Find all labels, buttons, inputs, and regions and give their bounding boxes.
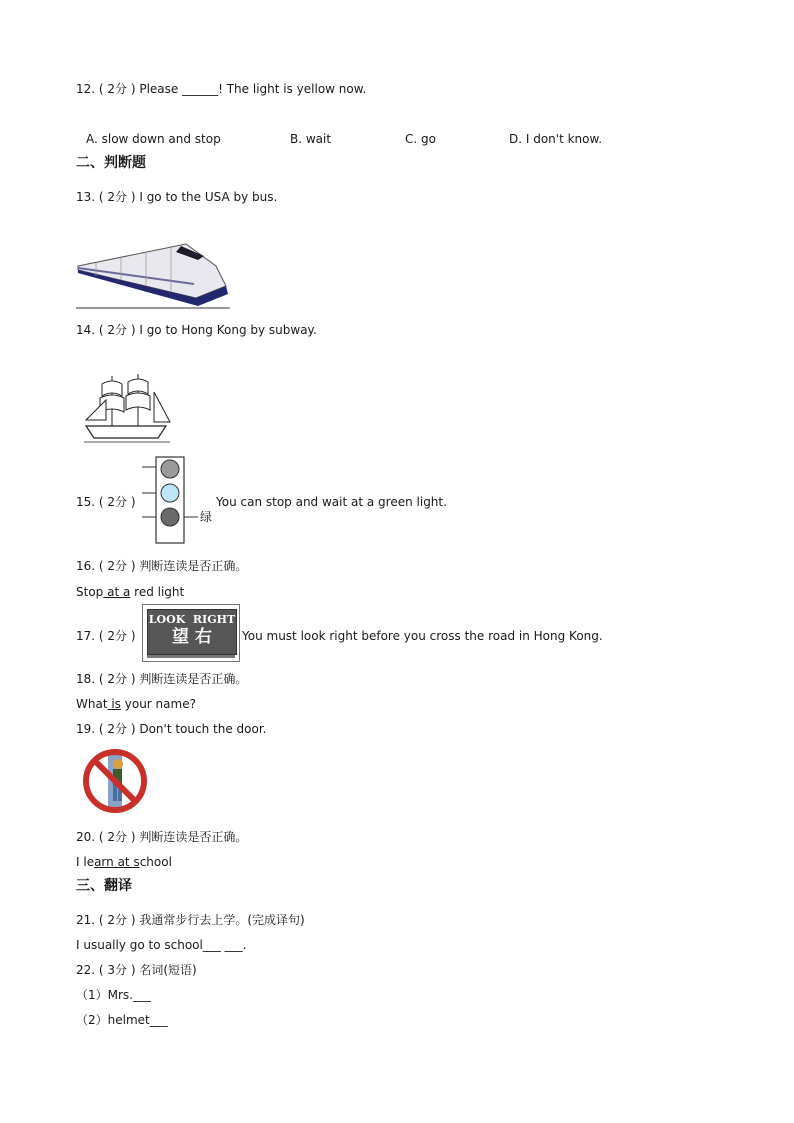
q12-text: 12. ( 2分 ) Please ______! The light is yellow now.	[76, 82, 367, 96]
look-right-sign-image	[142, 604, 240, 662]
q17-statement: You must look right before you cross the road in Hong Kong.	[242, 629, 603, 643]
q21-text: 21. ( 2分 ) 我通常步行去上学。(完成译句)	[76, 913, 305, 927]
q18-text: 18. ( 2分 ) 判断连读是否正确。	[76, 672, 248, 686]
q12-option-c: C. go	[405, 132, 436, 146]
section-title-translation: 三、翻译	[76, 878, 132, 894]
q15-prefix: 15. ( 2分 )	[76, 495, 136, 509]
sailing-ship-image	[80, 370, 174, 444]
q20-text: 20. ( 2分 ) 判断连读是否正确。	[76, 830, 248, 844]
traffic-light-label: 绿	[200, 510, 213, 524]
q20-phrase-end: chool	[139, 855, 172, 869]
q18-phrase-start: What	[76, 697, 108, 711]
q14-text: 14. ( 2分 ) I go to Hong Kong by subway.	[76, 323, 317, 337]
q16-phrase-end: red light	[130, 585, 185, 599]
q12-option-b: B. wait	[290, 132, 332, 146]
q20-phrase	[76, 854, 172, 870]
q20-phrase-start: I le	[76, 855, 95, 869]
q22-item-1: （1）Mrs.___	[76, 988, 151, 1002]
look-right-sign-en: LOOK RIGHT	[148, 613, 236, 626]
q15-statement: You can stop and wait at a green light.	[216, 495, 447, 509]
q12-option-a: A. slow down and stop	[86, 132, 221, 146]
q22-item-2: （2）helmet___	[76, 1013, 168, 1027]
no-touching-door-sign-image	[80, 746, 150, 816]
q21-answer-line: I usually go to school___ ___.	[76, 938, 247, 952]
q20-phrase-linked: arn at s	[94, 855, 140, 869]
look-right-sign-panel	[147, 609, 237, 655]
q16-text: 16. ( 2分 ) 判断连读是否正确。	[76, 559, 248, 573]
sign-base	[147, 655, 235, 658]
q12-option-d: D. I don't know.	[509, 132, 603, 146]
q18-phrase-end: your name?	[120, 697, 196, 711]
q16-phrase-linked: at a	[103, 585, 131, 599]
q13-text: 13. ( 2分 ) I go to the USA by bus.	[76, 190, 278, 204]
q22-text: 22. ( 3分 ) 名词(短语)	[76, 963, 197, 977]
look-right-sign-cn: 望 右	[172, 627, 212, 647]
bullet-train-image	[76, 236, 232, 310]
q19-text: 19. ( 2分 ) Don't touch the door.	[76, 722, 267, 736]
q18-phrase	[76, 696, 196, 712]
q18-phrase-linked: is	[107, 697, 121, 711]
q17-prefix: 17. ( 2分 )	[76, 629, 136, 643]
section-title-judgement: 二、判断题	[76, 155, 146, 171]
q16-phrase	[76, 584, 184, 600]
q16-phrase-start: Stop	[76, 585, 104, 599]
traffic-light-image	[140, 455, 216, 547]
